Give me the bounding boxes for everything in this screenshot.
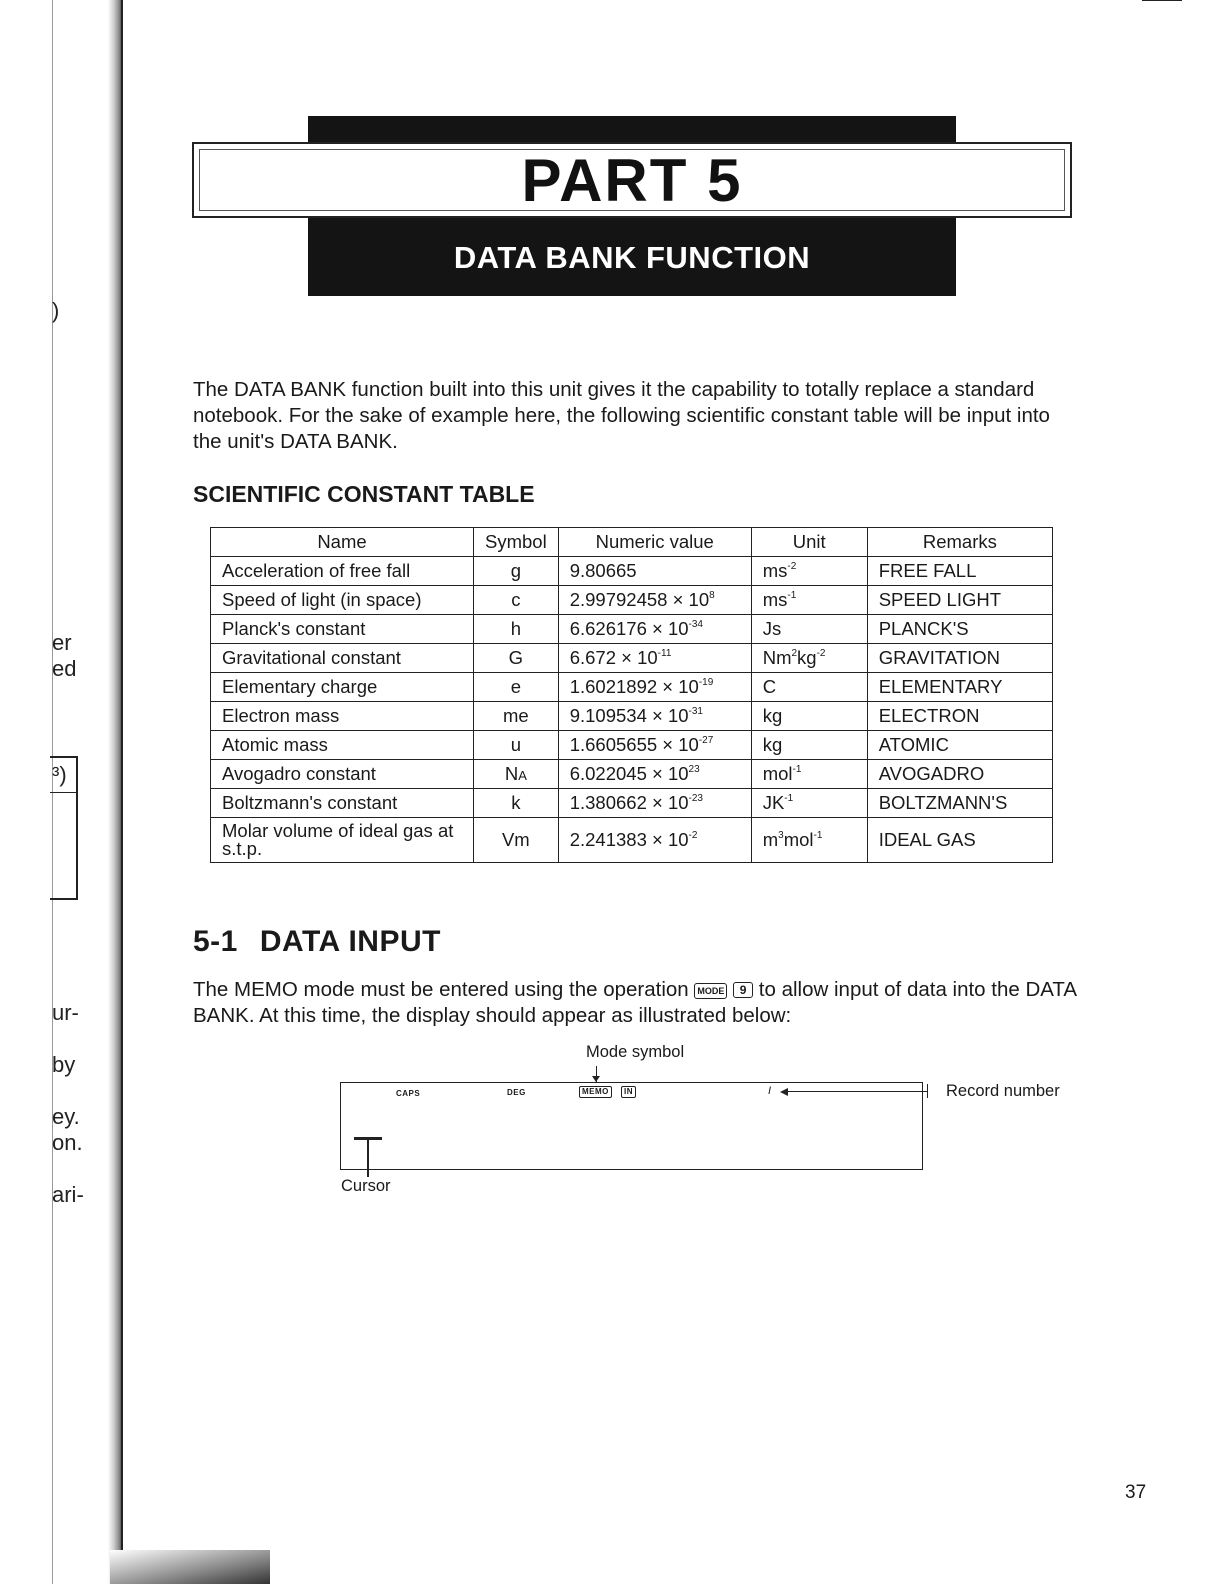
table-header-row [211,528,1053,557]
bleed-text: er [52,630,72,655]
top-rule [1142,0,1182,1]
constant-symbol [474,702,559,731]
memo-indicator: MEMO [579,1086,612,1098]
cursor-leader [367,1137,369,1177]
bleed-text: by [52,1052,76,1077]
caps-indicator: CAPS [396,1089,421,1098]
unit-base: kg [762,734,783,755]
unit [751,702,867,731]
remarks: PLANCK'S [867,615,1052,644]
unit-base: Nm [762,647,792,668]
value-mantissa: 6.672 × 10 [569,647,658,668]
remarks: SPEED LIGHT [867,586,1052,615]
table-row [211,731,1053,760]
bleed-box-rule [50,792,76,793]
constant-name: Gravitational constant [211,644,474,673]
column-header: Symbol [474,528,559,557]
numeric-value [558,702,751,731]
intro-paragraph: The DATA BANK function built into this unit gives it the capability to totally replace a standard notebook. For the sake of example here, the following scientific constant table will be input into the unit's DATA BANK. [193,378,1050,453]
memo-paragraph [193,977,1093,1029]
numeric-value [558,673,751,702]
section-number: 5-1 [193,925,238,958]
constant-table [210,527,1053,863]
bleed-text: ) [52,298,60,323]
unit-tail: mol [783,829,814,850]
unit-base: m [762,829,779,850]
table-row [211,615,1053,644]
column-header: Numeric value [558,528,751,557]
numeric-value [558,586,751,615]
table-row [211,789,1053,818]
unit-base: C [762,676,777,697]
bleed-text: ed [52,656,77,681]
constant-name: Electron mass [211,702,474,731]
bleed-text: ey. [52,1104,80,1129]
remarks: ELECTRON [867,702,1052,731]
numeric-value [558,818,751,863]
constant-symbol [474,586,559,615]
constant-name: Acceleration of free fall [211,557,474,586]
corner-shadow [110,1550,270,1584]
section-title: DATA INPUT [259,925,441,958]
unit-tail-exponent: -2 [816,648,826,659]
constant-name: Molar volume of ideal gas at s.t.p. [211,818,474,863]
unit [751,731,867,760]
constant-symbol [474,644,559,673]
table-row [211,702,1053,731]
table-row [211,673,1053,702]
numeric-value [558,760,751,789]
binding-edge [121,0,123,1584]
symbol-text: k [511,792,521,813]
constant-symbol [474,818,559,863]
constant-symbol [474,557,559,586]
symbol-text: e [510,676,521,697]
constant-name: Elementary charge [211,673,474,702]
remarks: FREE FALL [867,557,1052,586]
section-heading [193,925,441,959]
value-mantissa: 1.380662 × 10 [569,792,689,813]
unit-exponent: -1 [792,764,802,775]
unit-exponent: -2 [787,561,797,572]
remarks: ATOMIC [867,731,1052,760]
record-indicator: I [768,1085,772,1097]
table-row [211,760,1053,789]
value-exponent: -27 [698,735,714,746]
paragraph-text: The MEMO mode must be entered using the operation [193,978,689,1001]
symbol-text: u [510,734,521,755]
in-indicator: IN [621,1086,636,1098]
numeric-value [558,615,751,644]
column-header: Name [211,528,474,557]
numeric-value [558,731,751,760]
unit [751,789,867,818]
value-mantissa: 2.99792458 × 10 [569,589,710,610]
value-exponent: -23 [688,793,703,804]
bleed-text: on. [52,1130,83,1155]
value-mantissa: 2.241383 × 10 [569,829,689,850]
unit [751,615,867,644]
record-leader-tick [927,1084,928,1098]
symbol-text: G [508,647,524,668]
symbol-text: g [510,560,521,581]
numeric-value [558,557,751,586]
constant-name: Boltzmann's constant [211,789,474,818]
bleed-text: ur- [52,1000,79,1025]
constant-name: Atomic mass [211,731,474,760]
binding-shadow [108,0,122,1584]
lcd-display [340,1082,923,1170]
value-exponent: 23 [688,764,700,775]
column-header: Remarks [867,528,1052,557]
unit [751,673,867,702]
table-body [211,557,1053,863]
value-mantissa: 9.80665 [569,560,637,581]
unit-exponent: -1 [787,590,797,601]
unit-base: Js [762,618,782,639]
table-row [211,818,1053,863]
part-title: PART 5 [521,147,743,214]
unit-base: ms [762,589,788,610]
value-exponent: -34 [688,619,703,630]
symbol-text: N [504,763,519,784]
column-header: Unit [751,528,867,557]
value-mantissa: 1.6605655 × 10 [569,734,699,755]
symbol-text: c [511,589,521,610]
mode-symbol-label: Mode symbol [586,1043,685,1061]
value-mantissa: 6.022045 × 10 [569,763,689,784]
title-top-bar [308,116,956,142]
unit-exponent: 3 [778,830,784,841]
unit [751,760,867,789]
value-exponent: -2 [688,830,698,841]
mode-key-icon: MODE [694,983,727,999]
unit-base: JK [762,792,785,813]
value-mantissa: 1.6021892 × 10 [569,676,699,697]
constant-symbol [474,673,559,702]
table-heading: SCIENTIFIC CONSTANT TABLE [193,481,535,507]
value-exponent: 8 [709,590,715,601]
unit [751,818,867,863]
constant-symbol [474,760,559,789]
constant-symbol [474,615,559,644]
deg-indicator: DEG [507,1088,526,1097]
numeric-value [558,644,751,673]
remarks: BOLTZMANN'S [867,789,1052,818]
unit-exponent: -1 [784,793,794,804]
unit-base: ms [762,560,788,581]
symbol-text: Vm [501,829,530,850]
value-mantissa: 6.626176 × 10 [569,618,689,639]
page-number: 37 [1125,1482,1147,1503]
constant-name: Speed of light (in space) [211,586,474,615]
constant-symbol [474,731,559,760]
nine-key-icon: 9 [733,982,753,998]
remarks: IDEAL GAS [867,818,1052,863]
chapter-title: DATA BANK FUNCTION [453,240,811,275]
constant-name: Planck's constant [211,615,474,644]
table-row [211,644,1053,673]
unit-tail-exponent: -1 [813,830,823,841]
value-exponent: -19 [698,677,714,688]
bleed-text: ari- [52,1182,84,1207]
unit [751,557,867,586]
unit [751,586,867,615]
symbol-text: me [503,705,529,726]
record-number-label: Record number [946,1082,1060,1100]
unit-base: kg [762,705,783,726]
cursor-label: Cursor [341,1177,391,1195]
symbol-text: h [510,618,521,639]
remarks: GRAVITATION [867,644,1052,673]
table-row [211,557,1053,586]
remarks: ELEMENTARY [867,673,1052,702]
unit [751,644,867,673]
bleed-text: ³) [52,762,67,787]
remarks: AVOGADRO [867,760,1052,789]
constant-symbol [474,789,559,818]
constant-name: Avogadro constant [211,760,474,789]
value-exponent: -31 [688,706,703,717]
record-leader [788,1091,928,1092]
numeric-value [558,789,751,818]
symbol-subscript: A [518,768,527,783]
arrow-left-icon [780,1088,788,1096]
value-exponent: -11 [657,648,672,659]
unit-base: mol [762,763,793,784]
paragraph-text: to allow input of data into the DATA BANK. At this time, the display should appear as illustrated below: [193,978,1076,1027]
value-mantissa: 9.109534 × 10 [569,705,689,726]
table-row [211,586,1053,615]
unit-exponent: 2 [791,648,798,659]
unit-tail: kg [797,647,817,668]
